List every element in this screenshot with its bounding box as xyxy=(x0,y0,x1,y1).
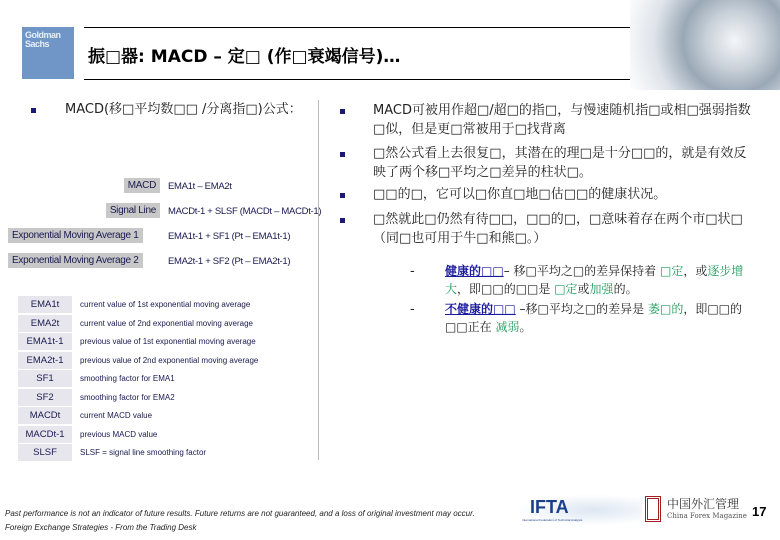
text: 或 xyxy=(577,282,590,296)
disclaimer: Past performance is not an indicator of future results. Future returns are not guaranteed, and a loss of original investment may occur. xyxy=(5,509,475,518)
definition-desc: previous MACD value xyxy=(80,429,158,439)
text: ，或 xyxy=(683,264,708,278)
china-forex-logo-en: China Forex Magazine xyxy=(667,512,747,520)
definition-desc: current MACD value xyxy=(80,411,153,420)
definition-term: SLSF xyxy=(18,444,72,461)
text: 的。 xyxy=(613,282,638,296)
definition-term: EMA2t-1 xyxy=(18,352,72,369)
definition-desc: smoothing factor for EMA2 xyxy=(80,392,175,402)
goldman-sachs-logo: Goldman Sachs xyxy=(22,27,74,79)
definition-term: MACDt xyxy=(18,407,72,424)
text: ，即□□的□□正在 xyxy=(445,302,743,334)
formula: EMA1t-1 + SF1 (Pt – EMA1t-1) xyxy=(168,231,291,242)
bullet-icon xyxy=(340,193,345,198)
highlight: 萎□的 xyxy=(648,302,684,316)
highlight: 逐步增大 xyxy=(445,264,744,296)
formula-label: Exponential Moving Average 1 xyxy=(8,228,143,243)
right-bullet: □□的□，它可以□你直□地□估□□的健康状况。 xyxy=(373,187,667,202)
ifta-logo-subtext: International Federation of Technical Analysts xyxy=(522,518,583,522)
bullet-icon xyxy=(340,218,345,223)
formula: EMA1t – EMA2t xyxy=(168,181,232,192)
page-title: 振□器: MACD – 定□ (作□衰竭信号)… xyxy=(88,47,401,67)
bullet-icon xyxy=(340,152,345,157)
definition-desc: current value of 2nd exponential moving average xyxy=(80,318,253,328)
china-forex-emblem-icon xyxy=(645,496,661,522)
definition-term: MACDt-1 xyxy=(18,426,72,443)
highlight: 加强 xyxy=(589,282,614,296)
macd-formula-heading: MACD(移□平均数□□ /分离指□)公式： xyxy=(65,102,302,117)
definition-desc: current value of 1st exponential moving average xyxy=(80,300,251,309)
text: – 移□平均之□的差异保持着 xyxy=(503,264,660,278)
healthy-trend-text xyxy=(445,262,755,298)
china-forex-logo-cn: 中国外汇管理 xyxy=(667,497,740,511)
title-bottom-rule xyxy=(84,79,634,80)
text: –移□平均之□的差异是 xyxy=(515,302,648,316)
definition-desc: previous value of 2nd exponential moving average xyxy=(80,355,259,365)
right-bullet: MACD可被用作超□/超□的指□，与慢速随机指□或相□强弱指数□似，但是更□常被用于□找背离 xyxy=(373,103,751,137)
formula-label: MACD xyxy=(124,178,160,193)
ifta-logo xyxy=(520,495,642,525)
text: ，即□□的□□是 xyxy=(457,282,555,296)
formula-label: Signal Line xyxy=(106,203,160,218)
title-top-rule xyxy=(84,27,634,28)
definition-term: SF1 xyxy=(18,370,72,387)
bullet-icon xyxy=(340,109,345,114)
source-note: Foreign Exchange Strategies - From the Trading Desk xyxy=(5,523,197,532)
ifta-logo-text: IFTA xyxy=(530,497,569,517)
highlight: □定 xyxy=(554,282,578,296)
definition-term: EMA2t xyxy=(18,315,72,332)
highlight: 减弱 xyxy=(495,320,520,334)
column-divider xyxy=(318,100,319,460)
formula: EMA2t-1 + SF2 (Pt – EMA2t-1) xyxy=(168,256,291,267)
definition-desc: smoothing factor for EMA1 xyxy=(80,374,175,383)
dash-marker: - xyxy=(410,302,415,317)
bullet-icon xyxy=(31,108,36,113)
page-number: 17 xyxy=(752,504,767,519)
healthy-trend-label: 健康的□□ xyxy=(445,264,504,278)
highlight: □定 xyxy=(660,264,684,278)
definition-term: EMA1t xyxy=(18,296,72,313)
compass-image xyxy=(630,0,780,90)
formula-label: Exponential Moving Average 2 xyxy=(8,253,143,268)
dash-marker: - xyxy=(410,264,415,279)
unhealthy-trend-text xyxy=(445,300,755,336)
definition-term: SF2 xyxy=(18,389,72,406)
definition-desc: previous value of 1st exponential moving average xyxy=(80,337,256,346)
formula: MACDt-1 + SLSF (MACDt – MACDt-1) xyxy=(168,206,322,217)
right-bullet: □然公式看上去很复□，其潜在的理□是十分□□的，就是有效反映了两个移□平均之□差异的柱状□。 xyxy=(373,146,747,180)
definition-desc: SLSF = signal line smoothing factor xyxy=(80,448,207,457)
unhealthy-trend-label: 不健康的□□ xyxy=(445,302,516,316)
text: 。 xyxy=(519,320,532,334)
right-bullet: □然就此□仍然有待□□，□□的□，□意味着存在两个市□状□（同□也可用于牛□和熊□。） xyxy=(373,212,743,246)
definition-term: EMA1t-1 xyxy=(18,333,72,350)
